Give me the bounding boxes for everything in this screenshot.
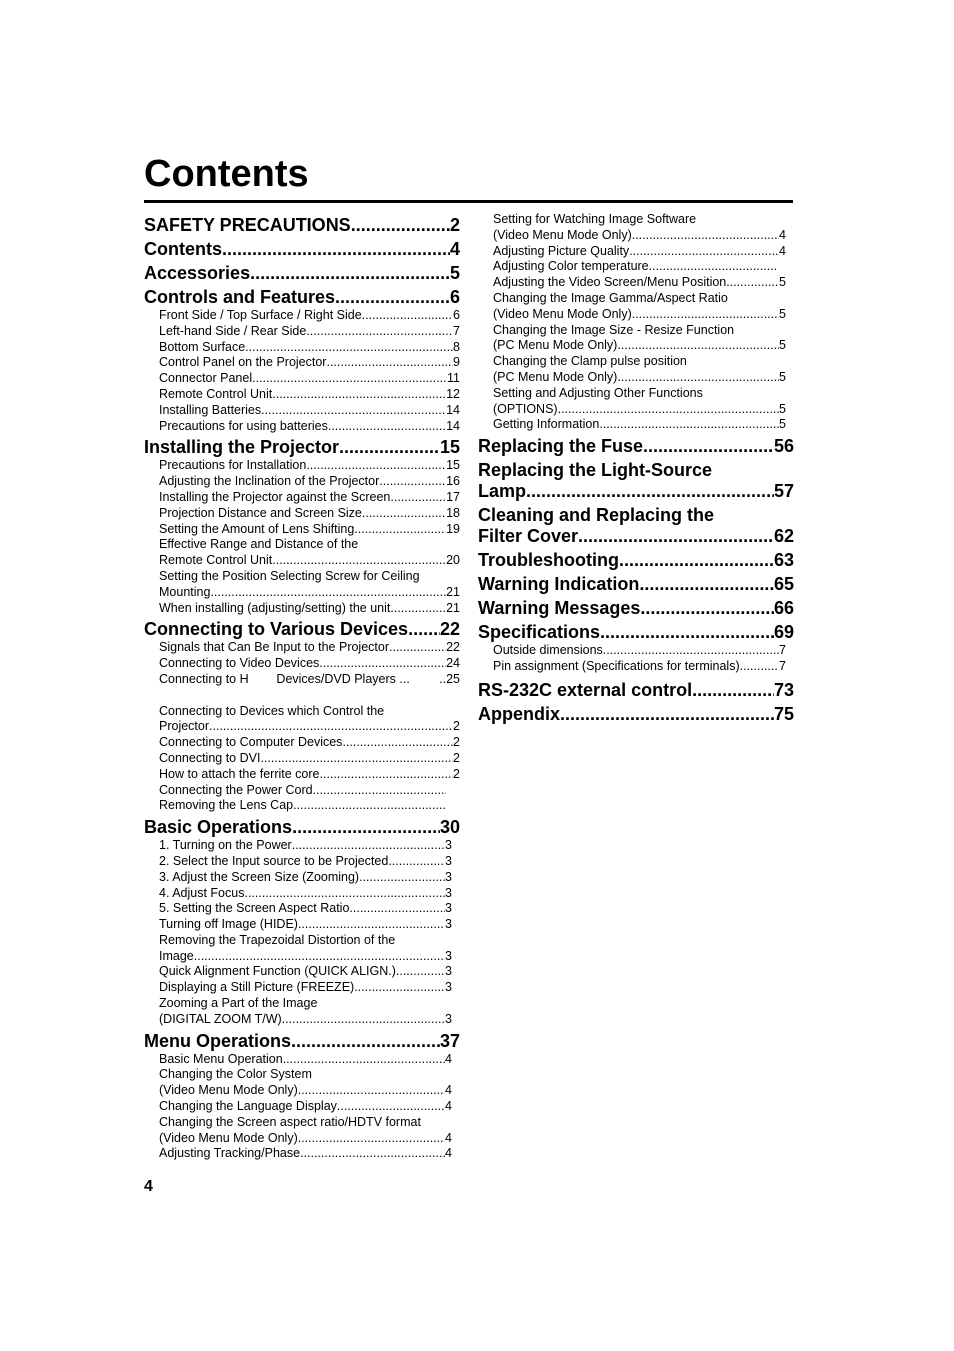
toc-item[interactable]: Front Side / Top Surface / Right Side ..... 6 bbox=[144, 308, 460, 324]
toc-item[interactable]: When installing (adjusting/setting) the unit ..... 21 bbox=[144, 601, 460, 617]
toc-heading-menu[interactable]: Menu Operations ..... 37 bbox=[144, 1030, 460, 1052]
toc-item-line1: Changing the Image Gamma/Aspect Ratio bbox=[493, 290, 728, 305]
toc-heading-troubleshooting[interactable]: Troubleshooting ..... 63 bbox=[478, 549, 794, 571]
toc-heading-fuse[interactable]: Replacing the Fuse ..... 56 bbox=[478, 435, 794, 457]
toc-right-column bbox=[478, 212, 794, 725]
toc-item[interactable]: Adjusting the Inclination of the Projector ..... 16 bbox=[144, 474, 460, 490]
toc-item[interactable]: 2. Select the Input source to be Projected ..... 3 bbox=[144, 854, 460, 870]
page-title: Contents bbox=[144, 153, 309, 195]
toc-heading-basic[interactable]: Basic Operations ..... 30 bbox=[144, 816, 460, 838]
toc-item[interactable]: Adjusting Color temperature ..... bbox=[478, 259, 794, 275]
toc-item[interactable]: (OPTIONS) ..... 5 bbox=[478, 402, 794, 418]
toc-item-line1: Setting for Watching Image Software bbox=[493, 212, 697, 226]
toc-item[interactable]: 5. Setting the Screen Aspect Ratio ..... 3 bbox=[144, 901, 460, 917]
toc-item[interactable]: (PC Menu Mode Only) ..... 5 bbox=[478, 370, 794, 386]
toc-item[interactable]: Remote Control Unit ..... 12 bbox=[144, 387, 460, 403]
toc-item[interactable]: Setting the Amount of Lens Shifting ..... 19 bbox=[144, 522, 460, 538]
toc-heading-appendix[interactable]: Appendix ..... 75 bbox=[478, 703, 794, 725]
toc-item[interactable]: 1. Turning on the Power ..... 3 bbox=[144, 838, 460, 854]
title-rule bbox=[144, 200, 793, 203]
toc-item[interactable]: Connecting to DVI ..... 2 bbox=[144, 751, 460, 767]
toc-item-line1: Setting and Adjusting Other Functions bbox=[493, 385, 703, 400]
toc-item[interactable]: How to attach the ferrite core ..... 2 bbox=[144, 767, 460, 783]
toc-item[interactable]: Adjusting Tracking/Phase ..... 4 bbox=[144, 1146, 460, 1162]
toc-heading-contents[interactable]: Contents ..... 4 bbox=[144, 238, 460, 260]
toc-item[interactable]: Signals that Can Be Input to the Projector ..... 22 bbox=[144, 640, 460, 656]
toc-heading-lamp-line1: Replacing the Light-Source bbox=[478, 460, 713, 481]
toc-item-line1: Zooming a Part of the Image bbox=[159, 996, 318, 1011]
toc-item-line1: Setting the Position Selecting Screw for Ceiling bbox=[159, 568, 420, 583]
toc-heading-rs232c[interactable]: RS-232C external control ..... 73 bbox=[478, 679, 794, 701]
toc-heading-lamp[interactable]: Lamp ..... 57 bbox=[478, 481, 794, 502]
toc-item[interactable]: (PC Menu Mode Only) ..... 5 bbox=[478, 338, 794, 354]
toc-item[interactable]: Projection Distance and Screen Size ..... 18 bbox=[144, 506, 460, 522]
blank-line bbox=[144, 688, 460, 704]
toc-item[interactable]: Outside dimensions ..... 7 bbox=[478, 643, 794, 659]
toc-item[interactable]: (Video Menu Mode Only) ..... 4 bbox=[478, 228, 794, 244]
toc-item[interactable]: (Video Menu Mode Only) ..... 4 bbox=[144, 1131, 460, 1147]
toc-item-line1: Changing the Screen aspect ratio/HDTV format bbox=[159, 1114, 421, 1129]
toc-item[interactable]: Quick Alignment Function (QUICK ALIGN.) ..... 3 bbox=[144, 964, 460, 980]
toc-heading-safety[interactable]: SAFETY PRECAUTIONS ..... 2 bbox=[144, 214, 460, 236]
toc-heading-filter[interactable]: Filter Cover ..... 62 bbox=[478, 526, 794, 547]
toc-item[interactable]: Bottom Surface ..... 8 bbox=[144, 340, 460, 356]
toc-item[interactable]: Remote Control Unit ..... 20 bbox=[144, 553, 460, 569]
toc-item[interactable]: 3. Adjust the Screen Size (Zooming) ..... 3 bbox=[144, 870, 460, 886]
toc-item[interactable]: Connector Panel ..... 11 bbox=[144, 371, 460, 387]
toc-item-line1: Changing the Clamp pulse position bbox=[493, 354, 687, 369]
toc-item[interactable]: Precautions for Installation ..... 15 bbox=[144, 458, 460, 474]
toc-item[interactable]: Mounting ..... 21 bbox=[144, 585, 460, 601]
toc-heading-controls[interactable]: Controls and Features ..... 6 bbox=[144, 286, 460, 308]
toc-item[interactable]: Connecting to H Devices/DVD Players ... ..25 bbox=[159, 671, 460, 686]
toc-item[interactable]: 4. Adjust Focus ..... 3 bbox=[144, 886, 460, 902]
toc-item[interactable]: Displaying a Still Picture (FREEZE) ..... 3 bbox=[144, 980, 460, 996]
toc-item[interactable]: Control Panel on the Projector ..... 9 bbox=[144, 355, 460, 371]
toc-item[interactable]: (Video Menu Mode Only) ..... 4 bbox=[144, 1083, 460, 1099]
toc-item[interactable]: Pin assignment (Specifications for terminals) ..... 7 bbox=[478, 659, 794, 675]
toc-item[interactable]: Connecting to Video Devices ..... 24 bbox=[144, 656, 460, 672]
toc-heading-warning-messages[interactable]: Warning Messages ..... 66 bbox=[478, 597, 794, 619]
toc-heading-accessories[interactable]: Accessories ..... 5 bbox=[144, 262, 460, 284]
toc-heading-warning-indication[interactable]: Warning Indication ..... 65 bbox=[478, 573, 794, 595]
toc-heading-filter-line1: Cleaning and Replacing the bbox=[478, 505, 715, 526]
toc-left-column bbox=[144, 212, 460, 1162]
toc-item[interactable]: Adjusting the Video Screen/Menu Position ..... 5 bbox=[478, 275, 794, 291]
toc-item[interactable]: Removing the Lens Cap ..... bbox=[144, 798, 460, 814]
toc-item-line1: Changing the Color System bbox=[159, 1067, 312, 1082]
toc-item[interactable]: Installing Batteries ..... 14 bbox=[144, 403, 460, 419]
toc-item[interactable]: Basic Menu Operation ..... 4 bbox=[144, 1052, 460, 1068]
page-number: 4 bbox=[144, 1178, 153, 1195]
toc-item[interactable]: Adjusting Picture Quality ..... 4 bbox=[478, 244, 794, 260]
toc-item[interactable]: Changing the Language Display ..... 4 bbox=[144, 1099, 460, 1115]
toc-heading-specifications[interactable]: Specifications ..... 69 bbox=[478, 621, 794, 643]
toc-heading-installing[interactable]: Installing the Projector ..... 15 bbox=[144, 436, 460, 458]
toc-item[interactable]: (Video Menu Mode Only) ..... 5 bbox=[478, 307, 794, 323]
toc-item-line1: Removing the Trapezoidal Distortion of the bbox=[159, 932, 396, 947]
toc-item[interactable]: Turning off Image (HIDE) ..... 3 bbox=[144, 917, 460, 933]
toc-item[interactable]: Installing the Projector against the Screen ..... 17 bbox=[144, 490, 460, 506]
toc-item[interactable]: Getting Information ..... 5 bbox=[478, 417, 794, 433]
toc-item-line1: Changing the Image Size - Resize Function bbox=[493, 322, 735, 337]
toc-item[interactable]: Connecting the Power Cord ..... bbox=[144, 783, 460, 799]
toc-item[interactable]: Projector ..... 2 bbox=[144, 719, 460, 735]
toc-item[interactable]: Image ..... 3 bbox=[144, 949, 460, 965]
toc-item-line1: Connecting to Devices which Control the bbox=[159, 703, 385, 718]
toc-item-line1: Effective Range and Distance of the bbox=[159, 537, 359, 552]
toc-item[interactable]: Connecting to Computer Devices ..... 2 bbox=[144, 735, 460, 751]
toc-heading-connecting[interactable]: Connecting to Various Devices ..... 22 bbox=[144, 618, 460, 640]
toc-item[interactable]: (DIGITAL ZOOM T/W) ..... 3 bbox=[144, 1012, 460, 1028]
toc-item[interactable]: Precautions for using batteries ..... 14 bbox=[144, 419, 460, 435]
toc-item[interactable]: Left-hand Side / Rear Side ..... 7 bbox=[144, 324, 460, 340]
